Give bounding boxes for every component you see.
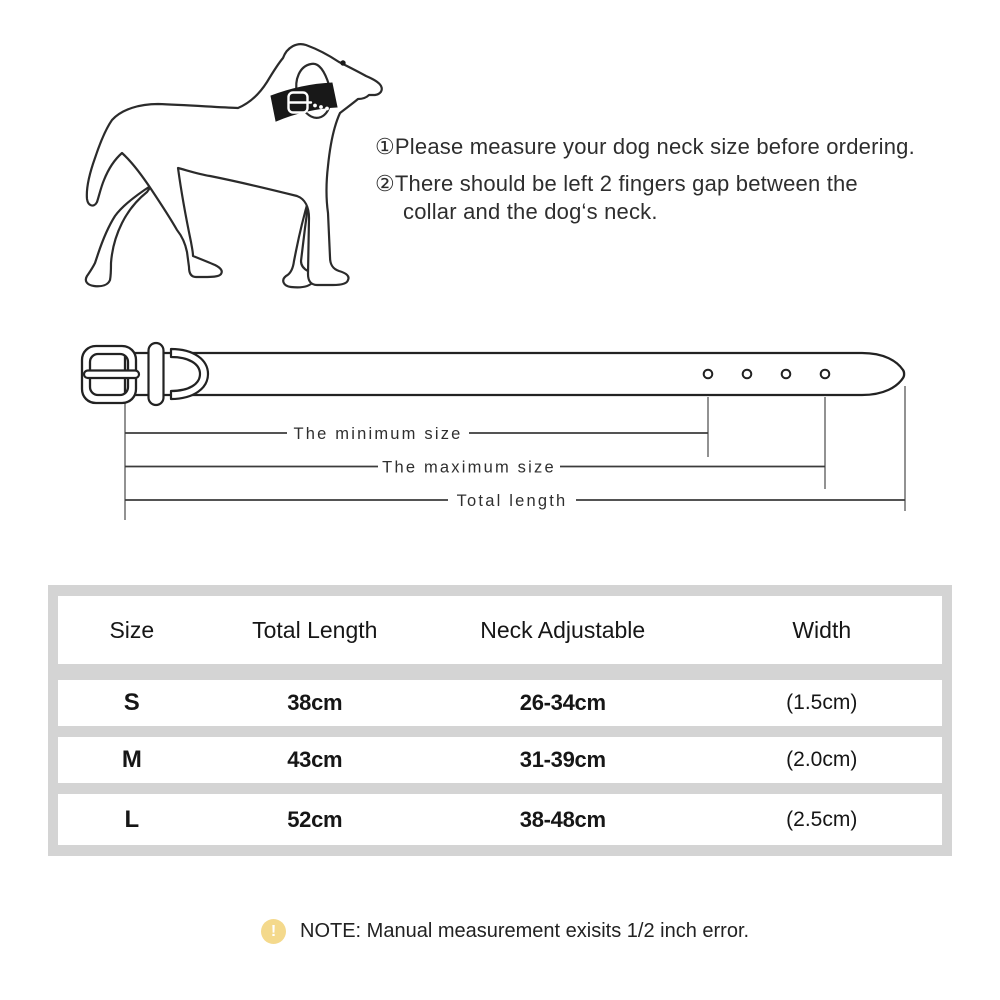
dog-illustration	[55, 25, 405, 305]
header-total-length: Total Length	[252, 616, 378, 643]
header-size: Size	[109, 616, 155, 643]
table-row	[58, 794, 942, 845]
instruction-line-1: ①Please measure your dog neck size before ordering.	[375, 134, 915, 159]
table-row	[58, 737, 942, 783]
table-row	[58, 680, 942, 726]
size-table	[48, 585, 952, 856]
cell-size: S	[123, 689, 140, 716]
collar-measurement-diagram	[55, 325, 960, 535]
dog-eye	[340, 60, 345, 65]
header-neck-adjustable: Neck Adjustable	[480, 616, 646, 643]
cell-total-length: 43cm	[287, 747, 343, 772]
dog-body-outline	[87, 44, 382, 285]
cell-total-length: 38cm	[287, 690, 343, 715]
measurement-note	[261, 919, 749, 944]
instruction-line-2: ②There should be left 2 fingers gap between the	[375, 171, 858, 196]
minimum-size-label: The minimum size	[293, 425, 463, 443]
cell-width: (2.5cm)	[786, 807, 858, 831]
cell-width: (1.5cm)	[786, 691, 858, 714]
collar-keeper-loop	[149, 343, 164, 405]
maximum-size-label: The maximum size	[382, 458, 556, 477]
cell-neck-adjustable: 38-48cm	[519, 806, 606, 832]
note-text: NOTE: Manual measurement exisits 1/2 inch error.	[300, 920, 750, 942]
cell-width: (2.0cm)	[786, 748, 858, 771]
exclamation-icon: !	[261, 919, 286, 944]
cell-neck-adjustable: 26-34cm	[519, 690, 606, 715]
collar-buckle-pin	[84, 371, 139, 379]
cell-total-length: 52cm	[287, 806, 343, 832]
cell-size: M	[121, 746, 142, 773]
cell-size: L	[124, 805, 140, 833]
instruction-line-3: collar and the dog‘s neck.	[403, 199, 658, 224]
size-table-header-row	[58, 596, 942, 664]
cell-neck-adjustable: 31-39cm	[519, 747, 606, 772]
header-width: Width	[792, 616, 852, 643]
total-length-label: Total length	[456, 492, 568, 510]
